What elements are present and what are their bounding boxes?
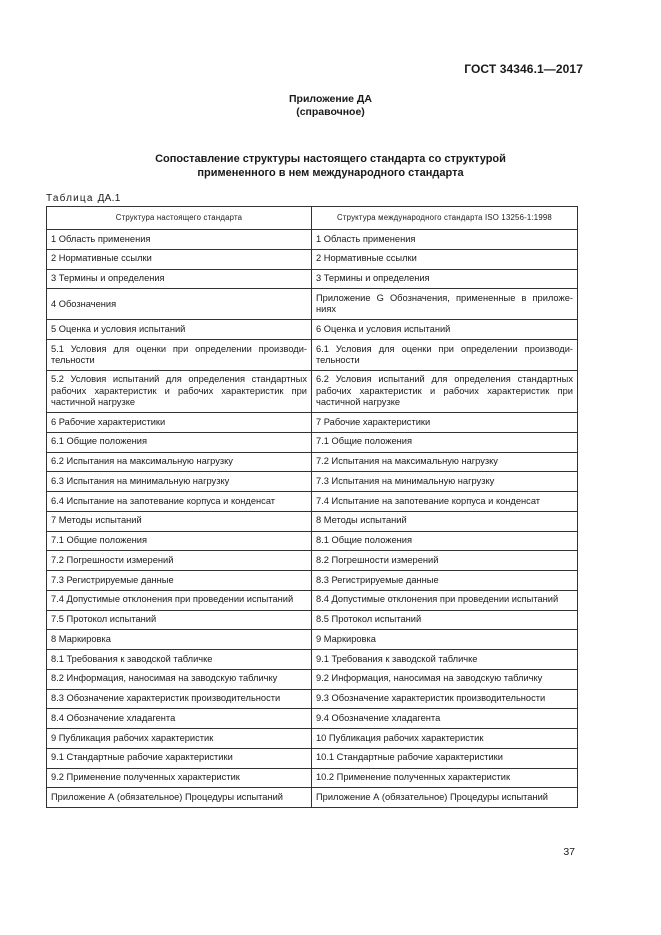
table-row — [47, 788, 578, 808]
table-row — [47, 709, 578, 729]
column-header-national: Структура настоящего стандарта — [47, 207, 312, 230]
cell-national: 6 Рабочие характеристики — [47, 413, 312, 433]
table-row — [47, 371, 578, 413]
cell-international: 8.5 Протокол испытаний — [312, 610, 578, 630]
table-row — [47, 531, 578, 551]
table-row — [47, 472, 578, 492]
table-caption-number: ДА.1 — [97, 193, 121, 204]
cell-national: 7.2 Погрешности измерений — [47, 551, 312, 571]
table-row — [47, 650, 578, 670]
table-row — [47, 669, 578, 689]
cell-international: 10.1 Стандартные рабочие характеристики — [312, 748, 578, 768]
cell-national: 8.4 Обозначение хладагента — [47, 709, 312, 729]
table-row — [47, 511, 578, 531]
table-row — [47, 413, 578, 433]
cell-international: 8.2 Погрешности измерений — [312, 551, 578, 571]
page-number: 37 — [563, 846, 575, 858]
cell-national: 1 Область применения — [47, 230, 312, 250]
table-row — [47, 610, 578, 630]
cell-national: 9.1 Стандартные рабочие характеристики — [47, 748, 312, 768]
cell-international: 9.2 Информация, наносимая на заводскую табличку — [312, 669, 578, 689]
heading-line-1: Сопоставление структуры настоящего стандарта со структурой — [155, 153, 506, 165]
appendix-subtitle: (справочное) — [296, 106, 365, 118]
cell-national: 7.3 Регистрируемые данные — [47, 571, 312, 591]
table-row — [47, 249, 578, 269]
cell-national: 7.5 Протокол испытаний — [47, 610, 312, 630]
column-header-international: Структура международного стандарта ISO 13256-1:1998 — [312, 207, 578, 230]
cell-international: 6 Оценка и условия испытаний — [312, 320, 578, 340]
cell-international: 7.2 Испытания на максимальную нагрузку — [312, 452, 578, 472]
cell-national: 3 Термины и определения — [47, 269, 312, 289]
cell-international: 7.4 Испытание на запотевание корпуса и конденсат — [312, 492, 578, 512]
cell-national: 6.3 Испытания на минимальную нагрузку — [47, 472, 312, 492]
cell-national: 7.4 Допустимые отклонения при проведении испытаний — [47, 590, 312, 610]
table-row — [47, 320, 578, 340]
cell-national: 6.1 Общие положения — [47, 432, 312, 452]
table-row — [47, 230, 578, 250]
cell-international: 7.1 Общие положения — [312, 432, 578, 452]
table-row — [47, 689, 578, 709]
table-row — [47, 768, 578, 788]
cell-international: 3 Термины и определения — [312, 269, 578, 289]
cell-national: 5.2 Условия испытаний для определения стандартных рабочих характеристик и рабочих характеристик при частичной нагрузке — [47, 371, 312, 413]
cell-international: 7.3 Испытания на минимальную нагрузку — [312, 472, 578, 492]
cell-international: 10.2 Применение полученных характеристик — [312, 768, 578, 788]
cell-international: 10 Публикация рабочих характеристик — [312, 729, 578, 749]
cell-international: 9.3 Обозначение характеристик производительности — [312, 689, 578, 709]
table-row — [47, 571, 578, 591]
appendix-title: Приложение ДА — [289, 93, 372, 105]
cell-national: 2 Нормативные ссылки — [47, 249, 312, 269]
table-row — [47, 590, 578, 610]
table-header-row — [47, 207, 578, 230]
table-row — [47, 432, 578, 452]
cell-international: 9.1 Требования к заводской табличке — [312, 650, 578, 670]
cell-national: 4 Обозначения — [47, 289, 312, 320]
cell-international: 7 Рабочие характеристики — [312, 413, 578, 433]
cell-national: 9.2 Применение полученных характеристик — [47, 768, 312, 788]
cell-national: 8.3 Обозначение характеристик производительности — [47, 689, 312, 709]
cell-international: 6.2 Условия испытаний для определения стандартных рабочих характеристик и рабочих характеристик при частичной нагрузке — [312, 371, 578, 413]
cell-national: 6.4 Испытание на запотевание корпуса и конденсат — [47, 492, 312, 512]
cell-international: 8.4 Допустимые отклонения при проведении испытаний — [312, 590, 578, 610]
cell-national: 8.2 Информация, наносимая на заводскую табличку — [47, 669, 312, 689]
table-caption-label: Таблица — [46, 193, 94, 204]
table-heading — [0, 152, 661, 180]
cell-international: 2 Нормативные ссылки — [312, 249, 578, 269]
document-code: ГОСТ 34346.1—2017 — [464, 62, 583, 76]
cell-national: 5.1 Условия для оценки при определении производи-тельности — [47, 340, 312, 371]
cell-international: 6.1 Условия для оценки при определении производи-тельности — [312, 340, 578, 371]
cell-international: 8 Методы испытаний — [312, 511, 578, 531]
table-row — [47, 340, 578, 371]
cell-national: 6.2 Испытания на максимальную нагрузку — [47, 452, 312, 472]
cell-international: 1 Область применения — [312, 230, 578, 250]
table-row — [47, 492, 578, 512]
cell-international: Приложение G Обозначения, примененные в приложе-ниях — [312, 289, 578, 320]
cell-international: 8.1 Общие положения — [312, 531, 578, 551]
cell-international: 9 Маркировка — [312, 630, 578, 650]
table-row — [47, 748, 578, 768]
table-caption — [46, 193, 121, 204]
cell-international: 9.4 Обозначение хладагента — [312, 709, 578, 729]
cell-international: Приложение А (обязательное) Процедуры испытаний — [312, 788, 578, 808]
cell-national: 9 Публикация рабочих характеристик — [47, 729, 312, 749]
table-row — [47, 452, 578, 472]
table-row — [47, 729, 578, 749]
comparison-table — [46, 206, 578, 808]
cell-national: 8.1 Требования к заводской табличке — [47, 650, 312, 670]
cell-national: 8 Маркировка — [47, 630, 312, 650]
cell-international: 8.3 Регистрируемые данные — [312, 571, 578, 591]
table-row — [47, 289, 578, 320]
cell-national: 7.1 Общие положения — [47, 531, 312, 551]
cell-national: 7 Методы испытаний — [47, 511, 312, 531]
heading-line-2: примененного в нем международного стандарта — [197, 167, 464, 179]
table-row — [47, 551, 578, 571]
cell-national: Приложение А (обязательное) Процедуры испытаний — [47, 788, 312, 808]
table-row — [47, 269, 578, 289]
appendix-block — [0, 93, 661, 119]
table-row — [47, 630, 578, 650]
cell-national: 5 Оценка и условия испытаний — [47, 320, 312, 340]
